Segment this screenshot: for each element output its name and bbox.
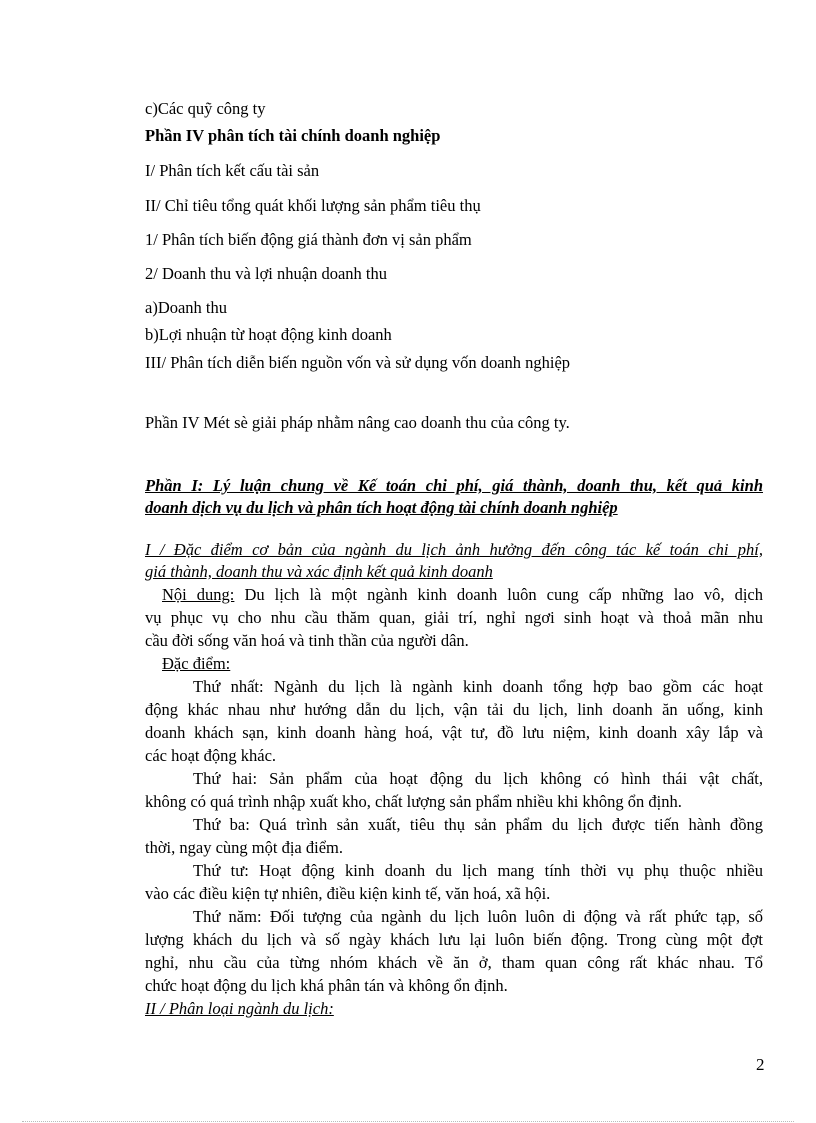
toc-line: b)Lợi nhuận từ hoạt động kinh doanh — [145, 325, 392, 344]
toc-line: II/ Chỉ tiêu tổng quát khối lượng sản phẩm tiêu thụ — [145, 196, 481, 215]
paragraph-line: Thứ năm: Đối tượng của ngành du lịch luôn luôn di động và rất phức tạp, số — [193, 907, 763, 926]
toc-line: Phần IV Mét sè giải pháp nhằm nâng cao doanh thu của công ty. — [145, 413, 570, 432]
page-number: 2 — [756, 1055, 765, 1074]
toc-line: I/ Phân tích kết cấu tài sản — [145, 161, 320, 180]
paragraph-line: lượng khách du lịch và số ngày khách lưu lại luôn biến động. Trong cùng một đợt — [145, 930, 763, 949]
toc-line: 2/ Doanh thu và lợi nhuận doanh thu — [145, 264, 387, 283]
paragraph-line: động khác nhau như hướng dẫn du lịch, vận tải du lịch, linh doanh ăn uống, kinh — [145, 700, 763, 719]
section-heading: II / Phân loại ngành du lịch: — [145, 999, 334, 1018]
content-line: Nội dung: Du lịch là một ngành kinh doanh luôn cung cấp những lao vô, dịch — [162, 585, 763, 604]
toc-line: a)Doanh thu — [145, 298, 228, 317]
footer-rule — [22, 1121, 794, 1122]
content-label: Nội dung: — [162, 585, 235, 604]
paragraph-line: Thứ hai: Sản phẩm của hoạt động du lịch không có hình thái vật chất, — [193, 769, 763, 788]
toc-line: 1/ Phân tích biến động giá thành đơn vị sản phẩm — [145, 230, 472, 249]
part-title-line: doanh dịch vụ du lịch và phân tích hoạt động tài chính doanh nghiệp — [145, 498, 618, 517]
paragraph-line: doanh khách sạn, kinh doanh hàng hoá, vật tư, đồ lưu niệm, kinh doanh xây lắp và — [145, 723, 763, 742]
paragraph-line: không có quá trình nhập xuất kho, chất lượng sản phẩm nhiều khi không ổn định. — [145, 792, 682, 811]
paragraph-line: các hoạt động khác. — [145, 746, 277, 765]
paragraph-line: Thứ nhất: Ngành du lịch là ngành kinh doanh tổng hợp bao gồm các hoạt — [193, 677, 763, 696]
features-label: Đặc điểm: — [162, 654, 231, 673]
toc-heading: Phần IV phân tích tài chính doanh nghiệp — [145, 126, 441, 145]
paragraph-line: Thứ tư: Hoạt động kinh doanh du lịch mang tính thời vụ phụ thuộc nhiều — [193, 861, 763, 880]
section-heading-line: giá thành, doanh thu và xác định kết quả kinh doanh — [145, 562, 493, 581]
section-heading-line: I / Đặc điểm cơ bản của ngành du lịch ảnh hưởng đến công tác kế toán chi phí, — [145, 540, 763, 559]
paragraph-line: vào các điều kiện tự nhiên, điều kiện kinh tế, văn hoá, xã hội. — [145, 884, 551, 903]
content-line: vụ phục vụ cho nhu cầu thăm quan, giải trí, nghỉ ngơi sinh hoạt và thoả mãn nhu — [145, 608, 763, 627]
paragraph-line: nghỉ, nhu cầu của từng nhóm khách về ăn ở, tham quan công rất khác nhau. Tổ — [145, 953, 763, 972]
content-line: cầu đời sống văn hoá và tinh thần của người dân. — [145, 631, 469, 650]
toc-line: c)Các quỹ công ty — [145, 99, 266, 118]
part-title-line: Phần I: Lý luận chung về Kế toán chi phí, giá thành, doanh thu, kết quả kinh — [145, 476, 763, 495]
paragraph-line: chức hoạt động du lịch khá phân tán và không ổn định. — [145, 976, 508, 995]
paragraph-line: Thứ ba: Quá trình sản xuất, tiêu thụ sản phẩm du lịch được tiến hành đồng — [193, 815, 763, 834]
toc-line: III/ Phân tích diễn biến nguồn vốn và sử dụng vốn doanh nghiệp — [145, 353, 571, 372]
paragraph-line: thời, ngay cùng một địa điểm. — [145, 838, 343, 857]
